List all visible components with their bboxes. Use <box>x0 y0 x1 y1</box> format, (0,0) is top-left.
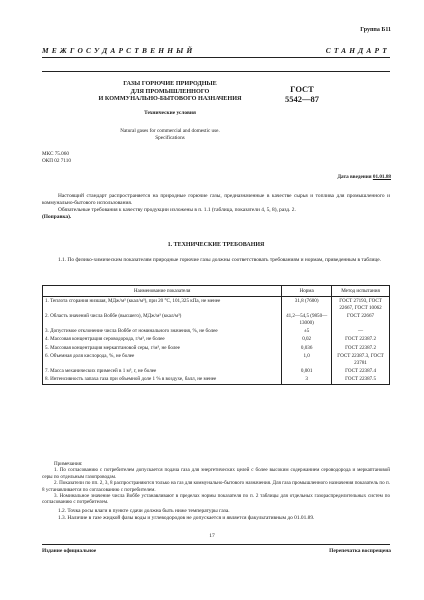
indicator-name: 7. Масса механических примесей в 1 м³, г, не более <box>43 367 282 375</box>
note-item: 1. По согласованию с потребителем допускается подача газа для энергетических целей с более высоким содержанием сероводорода и меркаптановой серы по отдельным газопроводам. <box>42 467 390 480</box>
table-row <box>43 327 390 335</box>
page-number: 17 <box>209 533 215 539</box>
indicator-method: ГОСТ 22387.5 <box>332 375 390 384</box>
banner-rule-top <box>42 57 390 58</box>
okp-code: ОКП 02 7110 <box>42 157 71 164</box>
indicator-method: ГОСТ 22667 <box>332 312 390 327</box>
indicator-method: ГОСТ 22387.3, ГОСТ 23781 <box>332 352 390 367</box>
document-title <box>75 80 265 103</box>
title-line: ДЛЯ ПРОМЫШЛЕННОГО <box>130 87 210 95</box>
indicator-norm: 31,8 (7600) <box>282 297 332 312</box>
intro-block <box>42 193 390 221</box>
indicator-norm: ±5 <box>282 327 332 335</box>
table-row <box>43 312 390 327</box>
mks-code: МКС 75.060 <box>42 151 69 157</box>
indicator-name: 8. Интенсивность запаха газа при объемной доле 1 % в воздухе, балл, не менее <box>43 375 282 384</box>
requirements-1-2-1-3 <box>42 508 390 522</box>
table-row <box>43 344 390 352</box>
document-subtitle: Технические условия <box>144 110 196 116</box>
indicator-name: 4. Массовая концентрация сероводорода, г/м³, не более <box>43 335 282 343</box>
english-title-line: Natural gases for commercial and domestic use. <box>120 128 220 134</box>
indicator-method: ГОСТ 22387.2 <box>332 335 390 343</box>
classification-group: Группа Б11 <box>360 27 391 33</box>
footer-rule <box>42 544 390 545</box>
gost-code: 5542—87 <box>285 94 319 104</box>
title-line: ГАЗЫ ГОРЮЧИЕ ПРИРОДНЫЕ <box>123 80 217 87</box>
table-row <box>43 375 390 384</box>
title-line: И КОММУНАЛЬНО-БЫТОВОГО НАЗНАЧЕНИЯ <box>98 95 242 103</box>
table-notes <box>42 461 390 506</box>
intro-paragraph-2: Обязательные требования к качеству продукции изложены в п. 1.1 (таблица, показатели 4, 5, 8), разд. 2. <box>58 207 296 214</box>
indicator-norm: 3 <box>282 375 332 384</box>
note-item: 3. Номинальное значение числа Воббе устанавливают в пределах нормы показателя по п. 2 таблицы для отдельных газораспределительных систем по согласованию с потребителем. <box>42 493 390 506</box>
gost-label: ГОСТ <box>290 84 314 94</box>
header-indicator: Наименование показателя <box>43 286 282 297</box>
reprint-prohibited-label: Перепечатка воспрещена <box>329 548 391 554</box>
paragraph-1-2: 1.2. Точка росы влаги в пункте сдачи должна быть ниже температуры газа. <box>58 508 230 514</box>
indicator-norm: 0,001 <box>282 367 332 375</box>
official-edition-label: Издание официальное <box>42 548 97 554</box>
table-row <box>43 352 390 367</box>
table-header-row <box>43 286 390 297</box>
indicator-norm: 0,036 <box>282 344 332 352</box>
indicator-name: 6. Объемная доля кислорода, %, не более <box>43 352 282 367</box>
classification-codes <box>42 151 71 164</box>
indicator-name: 1. Теплота сгорания низшая, МДж/м³ (ккал/м³), при 20 °С, 101,325 кПа, не менее <box>43 297 282 312</box>
indicator-method: — <box>332 327 390 335</box>
paragraph-1-1: 1.1. По физико-химическим показателям природные горючие газы должны соответствовать требованиям и нормам, приведенным в таблице. <box>58 257 382 263</box>
indicator-norm: 0,02 <box>282 335 332 343</box>
introduction-date <box>337 174 391 180</box>
date-label: Дата введения <box>337 174 372 180</box>
notes-label: Примечания: <box>54 461 83 467</box>
indicator-method: ГОСТ 27193, ГОСТ 22667, ГОСТ 10062 <box>332 297 390 312</box>
english-title <box>75 128 265 141</box>
section-heading: 1. ТЕХНИЧЕСКИЕ ТРЕБОВАНИЯ <box>167 242 265 248</box>
indicator-name: 5. Массовая концентрация меркаптановой серы, г/м³, не более <box>43 344 282 352</box>
indicator-name: 2. Область значений числа Воббе (высшего), МДж/м³ (ккал/м³) <box>43 312 282 327</box>
intro-paragraph: Настоящий стандарт распространяется на природные горючие газы, предназначенные в качестве сырья и топлива для промышленного и коммунально-бытового использования. <box>42 193 390 207</box>
indicator-method: ГОСТ 22387.4 <box>332 367 390 375</box>
paragraph-1-3: 1.3. Наличие в газе жидкой фазы воды и углеводородов не допускается и является факультативным до 01.01.89. <box>58 515 315 522</box>
table-row <box>43 297 390 312</box>
indicator-norm: 41,2—54,5 (9850—13000) <box>282 312 332 327</box>
standard-banner: МЕЖГОСУДАРСТВЕННЫЙ СТАНДАРТ <box>42 46 390 55</box>
table-row <box>43 335 390 343</box>
date-value: 01.01.88 <box>372 174 391 180</box>
header-norm: Норма <box>282 286 332 297</box>
amendment-note: (Поправка). <box>42 214 72 221</box>
header-method: Метод испытания <box>332 286 390 297</box>
gost-number <box>282 84 322 104</box>
indicator-method: ГОСТ 22387.2 <box>332 344 390 352</box>
banner-rule-bottom <box>42 71 390 72</box>
indicator-name: 3. Допустимое отклонение числа Воббе от номинального значения, %, не более <box>43 327 282 335</box>
table-row <box>43 367 390 375</box>
requirements-table <box>42 285 390 385</box>
note-item: 2. Показатели по пп. 2, 3, 8 распространяются только на газ для коммунально-бытового назначения. Для газа промышленного назначения показатель по п. 8 устанавливается по согласованию с потребителем. <box>42 480 390 493</box>
english-title-line: Specifications <box>155 134 185 141</box>
indicator-norm: 1,0 <box>282 352 332 367</box>
